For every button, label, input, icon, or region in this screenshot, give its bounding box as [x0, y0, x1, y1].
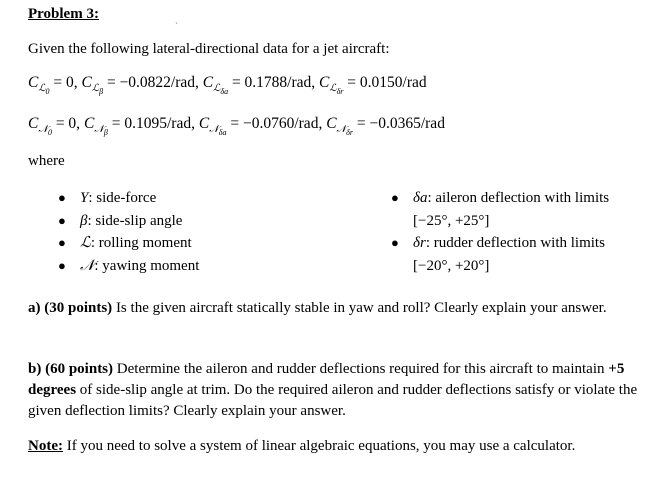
note-label: Note: — [28, 438, 63, 454]
bullet-icon: ● — [58, 235, 66, 250]
coef-clb-symbol: $C_{ℒ_\beta}$ — [81, 74, 104, 97]
coef-cn0-value: = 0, — [55, 115, 81, 132]
bullet-icon: ● — [58, 190, 66, 205]
coef-clda-symbol: $C_{ℒ_{\delta a}}$ — [202, 74, 229, 97]
coef-clda-value: = 0.1788/rad, — [231, 74, 316, 91]
definition-text: : rudder deflection with limits — [425, 235, 605, 251]
list-item — [58, 187, 199, 210]
question-b-points: (60 points) — [45, 361, 114, 377]
question-b-bold-value: +5 degrees — [28, 361, 625, 398]
coef-cldr-symbol: $C_{ℒ_{\delta r}}$ — [319, 74, 344, 97]
coef-cndr-value: = −0.0365/rad — [356, 115, 445, 132]
equation-line-yaw — [28, 115, 445, 137]
bullet-icon: ● — [58, 257, 66, 273]
bullet-icon: ● — [58, 212, 66, 228]
definition-text: : yawing moment — [94, 257, 200, 274]
list-item — [58, 210, 199, 233]
list-item — [391, 232, 609, 255]
note-text: If you need to solve a system of linear algebraic equations, you may use a calculator. — [66, 438, 576, 454]
definition-text: : side-slip angle — [87, 212, 183, 229]
question-b-label: b) — [28, 361, 42, 377]
bullet-icon: ● — [391, 190, 399, 205]
question-b-text1: Determine the aileron and rudder deflections required for this aircraft to maintain — [116, 361, 605, 377]
definition-text: : rolling moment — [90, 235, 192, 251]
definition-text: : side-force — [88, 190, 157, 206]
definitions-left-list — [58, 187, 199, 277]
problem-title: Problem 3: — [28, 6, 99, 22]
definitions-right-list — [391, 187, 609, 277]
list-item — [391, 187, 609, 210]
coef-cl0-value: = 0, — [53, 74, 78, 91]
where-label: where — [28, 153, 65, 169]
stray-mark: ˏ — [175, 14, 178, 24]
question-a — [28, 298, 648, 319]
symbol: δa — [413, 190, 428, 206]
list-item — [58, 232, 199, 255]
coef-cnda-symbol: $C_{𝒩_{\delta a}}$ — [198, 115, 227, 138]
coef-cnb-symbol: $C_{𝒩_\beta}$ — [83, 115, 108, 138]
question-a-text: Is the given aircraft statically stable in yaw and roll? Clearly explain your answer. — [115, 300, 607, 316]
coef-clb-value: = −0.0822/rad, — [106, 74, 199, 91]
coef-cnda-value: = −0.0760/rad, — [230, 115, 323, 132]
problem-intro: Given the following lateral-directional data for a jet aircraft: — [28, 41, 390, 57]
definition-text: : aileron deflection with limits — [427, 190, 610, 206]
note — [28, 438, 575, 455]
list-item — [58, 255, 199, 278]
bullet-icon: ● — [391, 235, 399, 250]
coef-cnb-value: = 0.1095/rad, — [111, 115, 195, 132]
question-b-text2: of side-slip angle at trim. Do the required aileron and rudder deflections satisfy or violate the given deflection limits? Clearly explain your answer. — [28, 382, 638, 419]
question-b — [28, 359, 648, 422]
question-a-label: a) — [28, 300, 41, 316]
symbol: δr — [413, 235, 426, 251]
coef-cn0-symbol: $C_{𝒩_0}$ — [28, 115, 52, 138]
equation-line-roll — [28, 74, 427, 96]
coef-cl0-symbol: $C_{ℒ_0}$ — [28, 74, 50, 97]
symbol: 𝒩 — [80, 257, 95, 274]
symbol: β — [80, 212, 88, 229]
symbol: Y — [80, 190, 89, 206]
coef-cldr-value: = 0.0150/rad — [347, 74, 427, 91]
limits-text: [−20°, +20°] — [413, 257, 490, 274]
coef-cndr-symbol: $C_{𝒩_{\delta r}}$ — [326, 115, 353, 138]
limits-text: [−25°, +25°] — [413, 212, 490, 229]
question-a-points: (30 points) — [44, 300, 113, 316]
symbol: ℒ — [80, 235, 91, 251]
